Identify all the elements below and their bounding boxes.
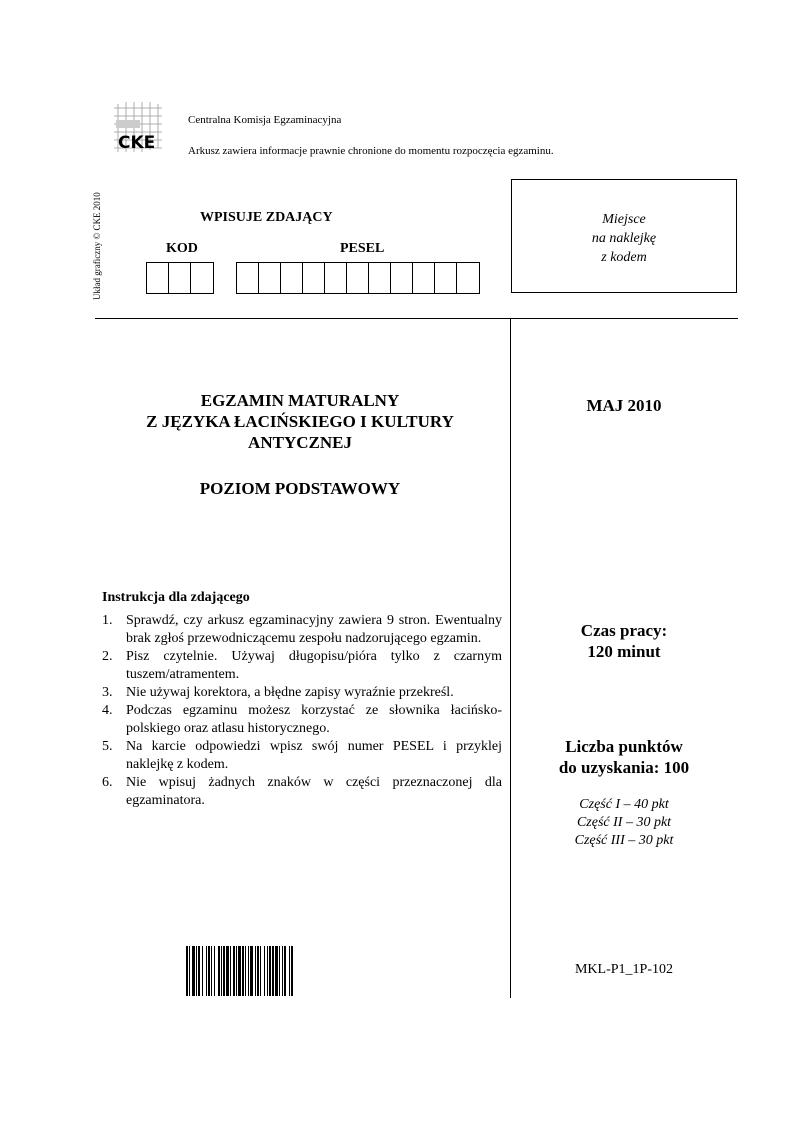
- candidate-heading: WPISUJE ZDAJĄCY: [200, 210, 333, 225]
- instruction-item: 2. Pisz czytelnie. Używaj długopisu/pióra tylko z czarnym tuszem/atramentem.: [102, 649, 502, 682]
- pesel-box[interactable]: [347, 263, 369, 293]
- part-2: Część II – 30 pkt: [576, 815, 672, 830]
- time-value: 120 minut: [587, 642, 661, 661]
- kod-label: KOD: [166, 241, 198, 256]
- horizontal-divider: [95, 318, 738, 319]
- exam-code: MKL-P1_1P-102: [574, 962, 673, 977]
- kod-boxes[interactable]: [146, 262, 214, 294]
- instructions-list: [102, 612, 502, 810]
- points-label-1: Liczba punktów: [565, 737, 683, 756]
- exam-title-line-1: EGZAMIN MATURALNY: [200, 391, 400, 410]
- time-box: [511, 620, 737, 662]
- exam-title: [100, 390, 500, 453]
- exam-date: MAJ 2010: [586, 396, 662, 415]
- barcode: [186, 946, 418, 996]
- instruction-item: 6. Nie wpisuj żadnych znaków w części przeznaczonej dla egzaminatora.: [102, 775, 502, 808]
- copyright-note: Układ graficzny © CKE 2010: [92, 192, 102, 300]
- part-3: Część III – 30 pkt: [574, 833, 674, 848]
- pesel-box[interactable]: [325, 263, 347, 293]
- cke-logo: [112, 100, 164, 156]
- pesel-box[interactable]: [435, 263, 457, 293]
- points-label-2: do uzyskania: 100: [558, 758, 690, 777]
- exam-level: POZIOM PODSTAWOWY: [199, 479, 401, 498]
- parts-breakdown: [511, 796, 737, 850]
- pesel-label: PESEL: [340, 241, 385, 256]
- points-box: [511, 736, 737, 778]
- sticker-line-2: na naklejkę: [591, 231, 657, 246]
- instructions-title: Instrukcja dla zdającego: [102, 590, 250, 605]
- pesel-box[interactable]: [259, 263, 281, 293]
- pesel-box[interactable]: [457, 263, 479, 293]
- org-name: Centralna Komisja Egzaminacyjna: [188, 114, 342, 126]
- kod-box[interactable]: [191, 263, 213, 293]
- exam-title-line-3: ANTYCZNEJ: [248, 433, 352, 452]
- sticker-line-1: Miejsce: [602, 212, 646, 227]
- protection-notice: Arkusz zawiera informacje prawnie chronione do momentu rozpoczęcia egzaminu.: [188, 145, 554, 157]
- part-1: Część I – 40 pkt: [579, 797, 669, 812]
- pesel-boxes[interactable]: [236, 262, 480, 294]
- sticker-area: [511, 179, 737, 293]
- pesel-box[interactable]: [281, 263, 303, 293]
- pesel-box[interactable]: [369, 263, 391, 293]
- instruction-item: 1. Sprawdź, czy arkusz egzaminacyjny zawiera 9 stron. Ewentualny brak zgłoś przewodniczącemu zespołu nadzorującego egzamin.: [102, 613, 502, 646]
- sticker-line-3: z kodem: [601, 250, 647, 265]
- exam-title-line-2: Z JĘZYKA ŁACIŃSKIEGO I KULTURY: [146, 412, 454, 431]
- time-label: Czas pracy:: [580, 621, 668, 640]
- instruction-item: 3. Nie używaj korektora, a błędne zapisy wyraźnie przekreśl.: [102, 685, 454, 700]
- logo-text: CKE: [118, 133, 156, 153]
- pesel-box[interactable]: [413, 263, 435, 293]
- instruction-item: 5. Na karcie odpowiedzi wpisz swój numer PESEL i przyklej naklejkę z kodem.: [102, 739, 502, 772]
- pesel-box[interactable]: [303, 263, 325, 293]
- instruction-item: 4. Podczas egzaminu możesz korzystać ze słownika łacińsko-polskiego oraz atlasu historycznego.: [102, 703, 502, 736]
- kod-box[interactable]: [147, 263, 169, 293]
- pesel-box[interactable]: [391, 263, 413, 293]
- pesel-box[interactable]: [237, 263, 259, 293]
- kod-box[interactable]: [169, 263, 191, 293]
